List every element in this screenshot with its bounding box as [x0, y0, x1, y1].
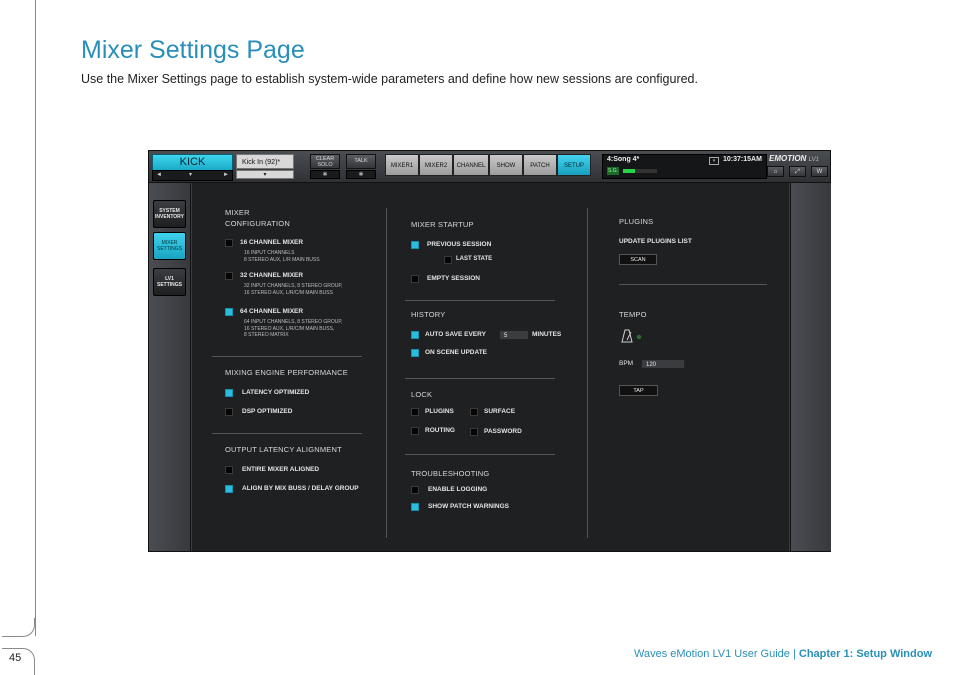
- entire-mixer-aligned-label: ENTIRE MIXER ALIGNED: [242, 466, 320, 473]
- margin-line: [35, 0, 36, 636]
- page-title: Mixer Settings Page: [81, 36, 305, 64]
- lock-heading: LOCK: [411, 390, 433, 399]
- lock-surface-checkbox[interactable]: [470, 408, 478, 416]
- empty-session-label: EMPTY SESSION: [427, 275, 480, 282]
- footer-guide: Waves eMotion LV1 User Guide |: [634, 648, 799, 660]
- align-by-mix-buss-checkbox[interactable]: [225, 485, 233, 493]
- show-patch-warnings-checkbox[interactable]: [411, 503, 419, 511]
- auto-save-checkbox[interactable]: [411, 331, 419, 339]
- previous-session-label: PREVIOUS SESSION: [427, 241, 492, 248]
- divider: [405, 300, 555, 301]
- column-divider: [386, 208, 387, 538]
- clear-solo-button[interactable]: CLEAR SOLO: [310, 154, 340, 169]
- sidebar-item-mixer-settings[interactable]: MIXER SETTINGS: [153, 232, 186, 260]
- empty-session-checkbox[interactable]: [411, 275, 419, 283]
- mixer-config-heading: MIXER: [225, 208, 250, 217]
- left-arrow-icon[interactable]: ◄: [156, 172, 162, 178]
- tap-button[interactable]: TAP: [619, 385, 658, 396]
- last-state-checkbox[interactable]: [444, 256, 452, 264]
- update-plugins-label: UPDATE PLUGINS LIST: [619, 238, 692, 245]
- mixing-engine-heading: MIXING ENGINE PERFORMANCE: [225, 368, 348, 377]
- on-scene-update-checkbox[interactable]: [411, 349, 419, 357]
- mixer-settings-screenshot: [148, 150, 831, 552]
- tempo-heading: TEMPO: [619, 310, 647, 319]
- channel-name-dropdown[interactable]: ▾: [236, 170, 294, 179]
- mixer-32-checkbox[interactable]: [225, 272, 233, 280]
- bpm-label: BPM: [619, 360, 634, 367]
- mixer-32-label: 32 CHANNEL MIXER: [240, 272, 304, 279]
- top-bar: [149, 151, 830, 183]
- latency-optimized-checkbox[interactable]: [225, 389, 233, 397]
- latency-optimized-label: LATENCY OPTIMIZED: [242, 389, 310, 396]
- footer-chapter: Chapter 1: Setup Window: [798, 648, 932, 660]
- auto-save-interval-field[interactable]: 5: [499, 330, 529, 340]
- tab-mixer1[interactable]: MIXER1: [385, 154, 419, 176]
- output-latency-heading: OUTPUT LATENCY ALIGNMENT: [225, 445, 342, 454]
- entire-mixer-aligned-checkbox[interactable]: [225, 466, 233, 474]
- talk-button[interactable]: TALK: [346, 154, 376, 169]
- level-meter: [623, 169, 657, 173]
- talk-gear-icon[interactable]: ✱: [346, 170, 376, 179]
- divider: [405, 454, 555, 455]
- page-number: 45: [9, 652, 22, 664]
- lock-routing-label: ROUTING: [425, 427, 455, 434]
- divider: [405, 378, 555, 379]
- right-panel: [790, 183, 831, 551]
- minutes-label: MINUTES: [532, 331, 562, 338]
- dsp-optimized-checkbox[interactable]: [225, 408, 233, 416]
- last-state-label: LAST STATE: [456, 256, 493, 262]
- sidebar-item-lv1-settings[interactable]: LV1 SETTINGS: [153, 268, 186, 296]
- sidebar-item-system-inventory[interactable]: SYSTEM INVENTORY: [153, 200, 186, 228]
- page-subtitle: Use the Mixer Settings page to establish system-wide parameters and define how new sessions are configured.: [81, 72, 698, 86]
- logo-text: EMOTION: [769, 154, 807, 163]
- column-divider: [587, 208, 588, 538]
- show-patch-warnings-label: SHOW PATCH WARNINGS: [428, 503, 510, 510]
- clock: 10:37:15AM: [723, 156, 762, 163]
- divider: [212, 433, 362, 434]
- main-tabs: [385, 154, 591, 178]
- waves-icon[interactable]: W: [811, 166, 828, 177]
- channel-name-field[interactable]: Kick In (92)*: [236, 154, 294, 169]
- metronome-icon: [620, 329, 642, 343]
- divider: [212, 356, 362, 357]
- margin-corner: [2, 618, 35, 637]
- plugins-heading: PLUGINS: [619, 217, 654, 226]
- channel-nav: [152, 170, 233, 181]
- mixer-32-desc: 32 INPUT CHANNELS, 8 STEREO GROUP, 16 STEREO AUX, L/R/C/M MAIN BUSS: [244, 283, 343, 296]
- sidebar: [149, 183, 191, 551]
- right-arrow-icon[interactable]: ►: [223, 172, 229, 178]
- sg-indicator: S.G.: [607, 168, 618, 174]
- tab-patch[interactable]: PATCH: [523, 154, 557, 176]
- channel-drop-icon[interactable]: ▾: [189, 172, 193, 178]
- enable-logging-checkbox[interactable]: [411, 486, 419, 494]
- session-display: [602, 154, 767, 179]
- home-icon[interactable]: ⌂: [767, 166, 784, 177]
- mixer-64-desc: 64 INPUT CHANNELS, 8 STEREO GROUP, 16 STEREO AUX, L/R/C/M MAIN BUSS, 8 STEREO MATRIX: [244, 319, 343, 338]
- lock-routing-checkbox[interactable]: [411, 427, 419, 435]
- dsp-optimized-label: DSP OPTIMIZED: [242, 408, 293, 415]
- tab-setup[interactable]: SETUP: [557, 154, 591, 176]
- mixer-16-checkbox[interactable]: [225, 239, 233, 247]
- mixer-16-desc: 16 INPUT CHANNELS 8 STEREO AUX, L/R MAIN BUSS: [244, 250, 320, 263]
- settings-panel: [192, 183, 789, 551]
- mixer-64-label: 64 CHANNEL MIXER: [240, 308, 304, 315]
- mixer-64-checkbox[interactable]: [225, 308, 233, 316]
- on-scene-update-label: ON SCENE UPDATE: [425, 349, 487, 356]
- lock-password-checkbox[interactable]: [470, 428, 478, 436]
- align-by-mix-buss-label: ALIGN BY MIX BUSS / DELAY GROUP: [242, 485, 359, 492]
- mixer-startup-heading: MIXER STARTUP: [411, 220, 474, 229]
- bpm-field[interactable]: 120: [641, 359, 685, 369]
- scan-button[interactable]: SCAN: [619, 254, 657, 265]
- enable-logging-label: ENABLE LOGGING: [428, 486, 488, 493]
- lock-password-label: PASSWORD: [484, 428, 522, 435]
- lock-plugins-checkbox[interactable]: [411, 408, 419, 416]
- tab-channel[interactable]: CHANNEL: [453, 154, 489, 176]
- lock-surface-label: SURFACE: [484, 408, 516, 415]
- lock-plugins-label: PLUGINS: [425, 408, 454, 415]
- session-name[interactable]: 4:Song 4*: [607, 156, 640, 163]
- logo-suffix: LV1: [808, 157, 819, 163]
- troubleshooting-heading: TROUBLESHOOTING: [411, 469, 490, 478]
- page-footer: [634, 648, 932, 660]
- history-heading: HISTORY: [411, 310, 446, 319]
- clear-solo-gear-icon[interactable]: ✱: [310, 170, 340, 179]
- divider: [619, 284, 767, 285]
- channel-select-button[interactable]: KICK: [152, 154, 233, 171]
- previous-session-checkbox[interactable]: [411, 241, 419, 249]
- tab-mixer2[interactable]: MIXER2: [419, 154, 453, 176]
- tab-show[interactable]: SHOW: [489, 154, 523, 176]
- emotion-logo: [769, 154, 819, 163]
- mixer-16-label: 16 CHANNEL MIXER: [240, 239, 304, 246]
- session-dropdown-icon[interactable]: ▾: [709, 157, 719, 165]
- mixer-config-heading2: CONFIGURATION: [225, 219, 290, 228]
- auto-save-label: AUTO SAVE EVERY: [425, 331, 486, 338]
- expand-icon[interactable]: ⤢: [789, 166, 806, 177]
